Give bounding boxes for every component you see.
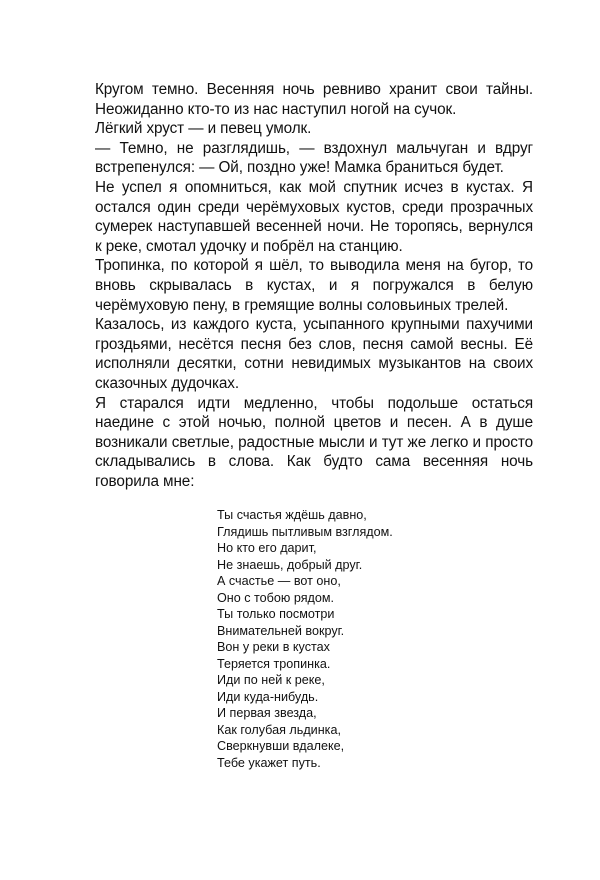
- poem-line: Как голубая льдинка,: [217, 722, 341, 737]
- paragraph-alone: Не успел я опомниться, как мой спутник исчез в кустах. Я остался один среди черёмуховых кустов, среди прозрачных сумерек наступавшей весенней ночи. Не торопясь, вернулся к реке, смотал удочку и побрёл на станцию.: [95, 178, 533, 255]
- poem-line: Внимательней вокруг.: [217, 623, 345, 638]
- poem-line: Тебе укажет путь.: [217, 755, 321, 770]
- poem-line: Но кто его дарит,: [217, 541, 317, 556]
- poem-line: Теряется тропинка.: [217, 656, 331, 671]
- poem-line: Оно с тобою рядом.: [217, 590, 335, 605]
- poem-line: И первая звезда,: [217, 706, 317, 721]
- paragraph-darkness: Кругом темно. Весенняя ночь ревниво хранит свои тайны. Неожиданно кто-то из нас наступил ногой на сучок.: [95, 81, 533, 118]
- poem: [95, 507, 533, 771]
- paragraph-thoughts: Я старался идти медленно, чтобы подольше остаться наедине с этой ночью, полной цветов и песен. А в душе возникали светлые, радостные мысли и тут же легко и просто складывались в слова. Как будто сама весенняя ночь говорила мне:: [95, 394, 533, 490]
- poem-line: Глядишь пытливым взглядом.: [217, 524, 393, 539]
- paragraph-crack: Лёгкий хруст — и певец умолк.: [95, 120, 312, 138]
- prose-text: [95, 80, 533, 491]
- poem-line: Иди по ней к реке,: [217, 673, 325, 688]
- paragraph-song: Казалось, из каждого куста, усыпанного крупными пахучими гроздьями, несётся песня без слов, песня самой весны. Её исполняли десятки, сотни невидимых музыкантов на своих сказочных дудочках.: [95, 316, 533, 392]
- paragraph-boy-dialogue: — Темно, не разглядишь, — вздохнул мальчуган и вдруг встрепенулся: — Ой, поздно уже! Мамка браниться будет.: [95, 139, 533, 177]
- poem-line: А счастье — вот оно,: [217, 574, 341, 589]
- poem-line: Ты только посмотри: [217, 607, 335, 622]
- paragraph-path: Тропинка, по которой я шёл, то выводила меня на бугор, то вновь скрывалась в кустах, и я погружался в белую черёмуховую пену, в гремящие волны соловьиных трелей.: [95, 257, 533, 314]
- poem-line: Иди куда-нибудь.: [217, 689, 319, 704]
- poem-line: Вон у реки в кустах: [217, 640, 330, 655]
- poem-line: Сверкнувши вдалеке,: [217, 739, 345, 754]
- poem-line: Ты счастья ждёшь давно,: [217, 508, 367, 523]
- poem-line: Не знаешь, добрый друг.: [217, 557, 363, 572]
